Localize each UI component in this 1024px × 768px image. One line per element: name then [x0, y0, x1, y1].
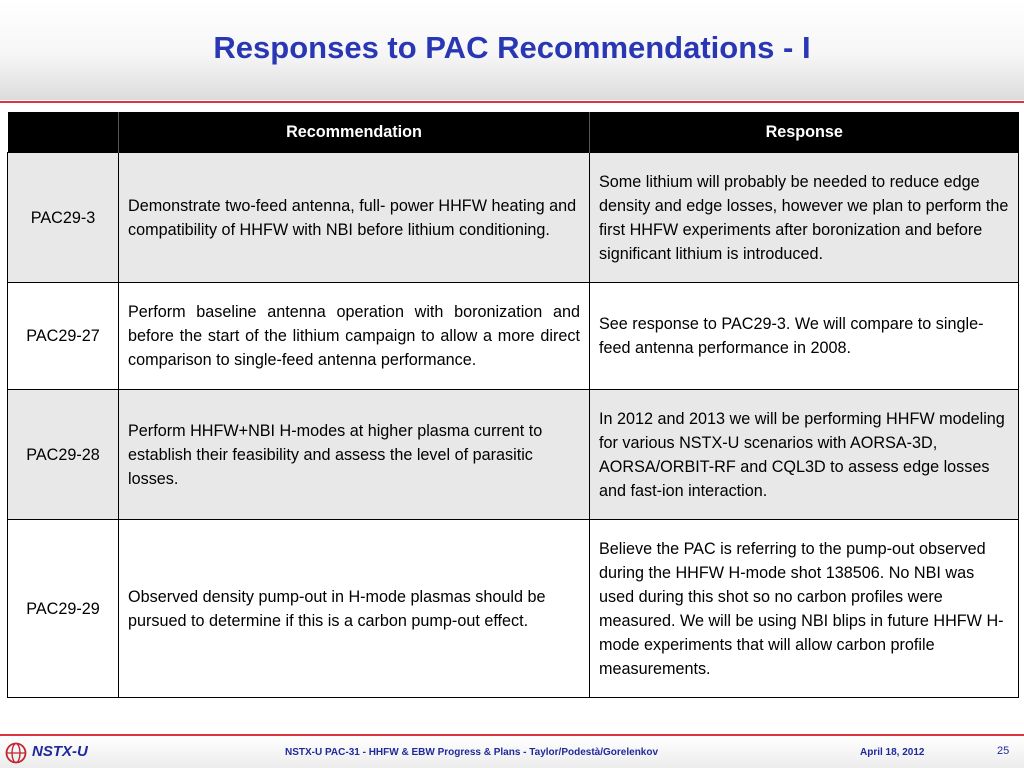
nstx-logo-icon	[4, 742, 28, 764]
footer-date: April 18, 2012	[860, 747, 925, 758]
row-recommendation: Perform baseline antenna operation with boronization and before the start of the lithium campaign to allow a more direct comparison to single-feed antenna performance.	[119, 283, 590, 390]
footer-title: NSTX-U PAC-31 - HHFW & EBW Progress & Plans - Taylor/Podestà/Gorelenkov	[285, 747, 659, 758]
row-recommendation: Demonstrate two-feed antenna, full- power HHFW heating and compatibility of HHFW with NBI before lithium conditioning.	[119, 153, 590, 283]
logo-text: NSTX-U	[32, 743, 88, 760]
table-header-row	[8, 112, 1019, 153]
row-id: PAC29-27	[8, 283, 119, 390]
row-id: PAC29-29	[8, 520, 119, 698]
row-response: Believe the PAC is referring to the pump-out observed during the HHFW H-mode shot 138506. No NBI was used during this shot so no carbon profiles were measured. We will be using NBI blips in future HHFW H-mode experiments that will allow carbon profile measurements.	[590, 520, 1019, 698]
table-row	[8, 153, 1019, 283]
row-response: In 2012 and 2013 we will be performing HHFW modeling for various NSTX-U scenarios with AORSA-3D, AORSA/ORBIT-RF and CQL3D to assess edge losses and fast-ion interaction.	[590, 390, 1019, 520]
page-number: 25	[997, 745, 1010, 757]
row-id: PAC29-28	[8, 390, 119, 520]
table-row	[8, 283, 1019, 390]
slide-title: Responses to PAC Recommendations - I	[213, 30, 811, 65]
header-response: Response	[590, 112, 1019, 153]
header-divider	[0, 101, 1024, 103]
table-row	[8, 520, 1019, 698]
row-recommendation: Perform HHFW+NBI H-modes at higher plasma current to establish their feasibility and assess the level of parasitic losses.	[119, 390, 590, 520]
row-id: PAC29-3	[8, 153, 119, 283]
recommendations-table	[7, 112, 1019, 698]
row-recommendation: Observed density pump-out in H-mode plasmas should be pursued to determine if this is a carbon pump-out effect.	[119, 520, 590, 698]
header-id	[8, 112, 119, 153]
row-response: Some lithium will probably be needed to reduce edge density and edge losses, however we plan to perform the first HHFW experiments after boronization and before significant lithium is introduced.	[590, 153, 1019, 283]
row-response: See response to PAC29-3. We will compare to single-feed antenna performance in 2008.	[590, 283, 1019, 390]
table-row	[8, 390, 1019, 520]
header-recommendation: Recommendation	[119, 112, 590, 153]
